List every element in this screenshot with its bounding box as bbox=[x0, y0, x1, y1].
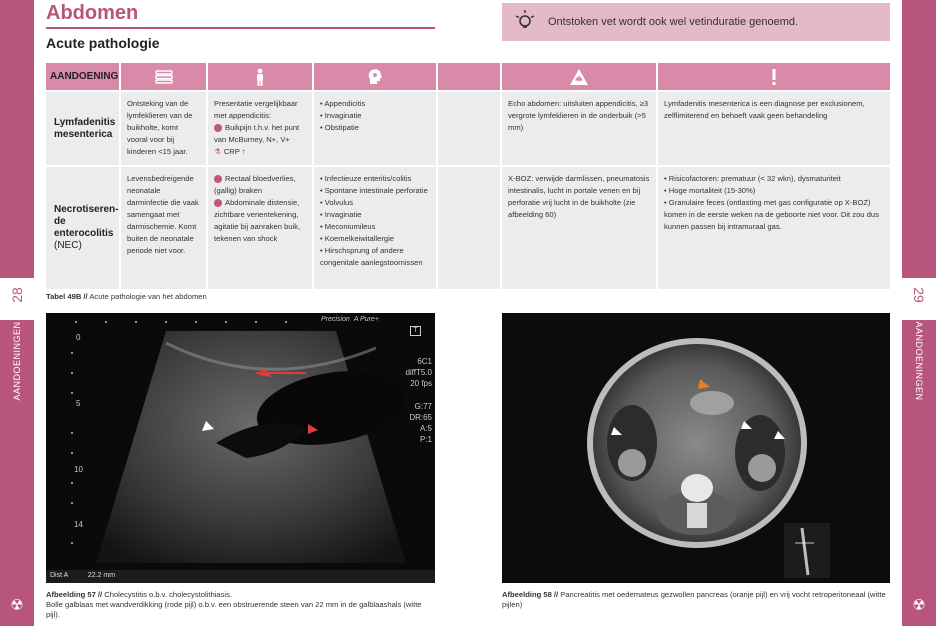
differential-cell bbox=[312, 167, 436, 289]
imaging-cell: Echo abdomen: uitsluiten appendicitis, ≥3 vergrote lymfeklieren in de onderbuik (>5 mm) bbox=[500, 92, 656, 165]
figure58-label: Afbeelding 58 // bbox=[502, 590, 559, 599]
header-aandoening: AANDOENING bbox=[46, 63, 119, 90]
flask-icon: ⚗ bbox=[214, 147, 221, 156]
empty-cell bbox=[436, 92, 500, 165]
presentation-item: ⚗ CRP ↑ bbox=[214, 147, 246, 156]
presentation-item: Abdominale distensie, zichtbare venentekening, agitatie bij aanraken buik, tekenen van shock bbox=[214, 198, 301, 243]
imaging-cell: X-BOZ: verwijde darmlissen, pneumatosis intestinalis, lucht in portale venen en bij perforatie vrij lucht in de buikholte (zie afbeelding 60) bbox=[500, 167, 656, 289]
left-side-band bbox=[0, 0, 34, 626]
figure58-caption bbox=[502, 590, 890, 610]
right-side-label: AANDOENINGEN bbox=[914, 321, 924, 401]
table-header bbox=[46, 63, 890, 90]
radiation-icon: ☢ bbox=[912, 597, 926, 614]
figure57-caption bbox=[46, 590, 435, 620]
table-row bbox=[46, 92, 890, 165]
transducer-marker: T bbox=[410, 326, 421, 336]
presentation-item: Rectaal bloedverlies, (gallig) braken bbox=[214, 174, 296, 195]
ultrasound-image bbox=[46, 313, 435, 583]
presentation-item: Buikpijn t.h.v. het punt van McBurney, N+, V+ bbox=[214, 123, 300, 144]
list-item: • Meconiumileus bbox=[320, 221, 430, 233]
left-side-label: AANDOENINGEN bbox=[12, 321, 22, 401]
presentation-cell bbox=[206, 167, 312, 289]
abdomen-symbol-icon bbox=[214, 199, 222, 207]
depth-label: 14 bbox=[74, 520, 83, 529]
radiation-icon bbox=[500, 63, 656, 90]
depth-label: 5 bbox=[76, 399, 81, 408]
measurement-label: Dist A bbox=[50, 572, 68, 579]
exclamation-icon bbox=[656, 63, 890, 90]
condition-name bbox=[46, 92, 119, 165]
table-row bbox=[46, 167, 890, 289]
rectum-symbol-icon bbox=[214, 175, 222, 183]
list-item: • Hirschsprung of andere congenitale aanlegstoornissen bbox=[320, 245, 430, 269]
list-item: • Infectieuze enteritis/colitis bbox=[320, 173, 430, 185]
figure57-label: Afbeelding 57 // bbox=[46, 590, 103, 599]
right-side-band bbox=[902, 0, 936, 626]
definition-cell: Ontsteking van de lymfeklieren van de buikholte, komt vooral voor bij kinderen <15 jaar. bbox=[119, 92, 206, 165]
left-band-top bbox=[0, 0, 34, 278]
presentation-intro: Presentatie vergelijkbaar met appendicitis: bbox=[214, 99, 298, 120]
depth-label: 0 bbox=[76, 333, 81, 342]
ultrasound-brand: Precision A Pure+ bbox=[321, 316, 379, 323]
measurement-value: 22.2 mm bbox=[87, 572, 116, 579]
list-item: • Obstipatie bbox=[320, 122, 430, 134]
list-item: • Risicofactoren: prematuur (< 32 wkn), dysmaturiteit bbox=[664, 173, 884, 185]
ultrasound-graphic bbox=[46, 313, 435, 583]
book-stack-icon bbox=[119, 63, 206, 90]
tip-text: Ontstoken vet wordt ook wel vetinduratie genoemd. bbox=[548, 16, 799, 28]
notes-cell bbox=[656, 92, 890, 165]
presentation-cell bbox=[206, 92, 312, 165]
pathology-table bbox=[46, 63, 890, 289]
differential-cell bbox=[312, 92, 436, 165]
list-item: • Volvulus bbox=[320, 197, 430, 209]
title-rule bbox=[46, 27, 435, 29]
list-item: • Invaginatie bbox=[320, 209, 430, 221]
list-item: • Invaginatie bbox=[320, 110, 430, 122]
page-subtitle: Acute pathologie bbox=[46, 35, 160, 51]
figure57-title: Cholecystitis o.b.v. cholecystolithiasis. bbox=[104, 590, 232, 599]
tip-box bbox=[502, 3, 890, 41]
radiation-icon: ☢ bbox=[10, 597, 24, 614]
empty-cell bbox=[436, 167, 500, 289]
blank-header bbox=[436, 63, 500, 90]
table-caption bbox=[46, 292, 207, 301]
ultrasound-readout: 6C1 diffT5.0 20 fps G:77 DR:65 A:5 P:1 bbox=[405, 357, 432, 444]
list-item: • Granulaire feces (ontlasting met gas configuratie op X-BOZ) komen in de eerste weken na de geboorte niet voor. Dit zou dus kunnen passen bij intramuraal gas. bbox=[664, 197, 884, 233]
list-item: • Spontane intestinale perforatie bbox=[320, 185, 430, 197]
condition-abbrev: (NEC) bbox=[54, 240, 82, 251]
left-page-number: 28 bbox=[9, 287, 25, 303]
page-title: Abdomen bbox=[46, 2, 139, 24]
head-gear-icon bbox=[312, 63, 436, 90]
condition-name bbox=[46, 167, 119, 289]
list-item: • Hoge mortaliteit (15-30%) bbox=[664, 185, 884, 197]
list-item: Lymfadenitis mesenterica is een diagnose per exclusionem, zelflimiterend en behoeft vaak geen behandeling bbox=[664, 99, 865, 120]
measurement-bar bbox=[46, 570, 435, 583]
right-band-top bbox=[902, 0, 936, 278]
figure57-text: Bolle galblaas met wandverdikking (rode pijl) o.b.v. een obstruerende steen van 22 mm in de galblaashals (witte pijl). bbox=[46, 600, 422, 619]
condition-name-text: Lymfadenitis mesenterica bbox=[54, 116, 116, 140]
table-caption-text: Acute pathologie van het abdomen bbox=[89, 292, 207, 301]
figure58-text: Pancreatitis met oedemateus gezwollen pancreas (oranje pijl) en vrij vocht retroperitoneaal (witte pijlen) bbox=[502, 590, 886, 609]
table-caption-label: Tabel 49B // bbox=[46, 292, 88, 301]
ct-graphic bbox=[502, 313, 890, 583]
person-icon bbox=[206, 63, 312, 90]
definition-cell: Levensbedreigende neonatale darminfectie die vaak samengaat met darmischemie. Komt buiten de neonatale periode niet voor. bbox=[119, 167, 206, 289]
condition-name-text: Necrotiseren-de enterocolitis bbox=[54, 204, 119, 239]
list-item: • Koemelkeiwitallergie bbox=[320, 233, 430, 245]
notes-cell bbox=[656, 167, 890, 289]
list-item: • Appendicitis bbox=[320, 98, 430, 110]
ct-image bbox=[502, 313, 890, 583]
abdomen-symbol-icon bbox=[214, 124, 222, 132]
depth-label: 10 bbox=[74, 465, 83, 474]
right-page-number: 29 bbox=[911, 287, 927, 303]
lightbulb-icon bbox=[502, 8, 548, 37]
